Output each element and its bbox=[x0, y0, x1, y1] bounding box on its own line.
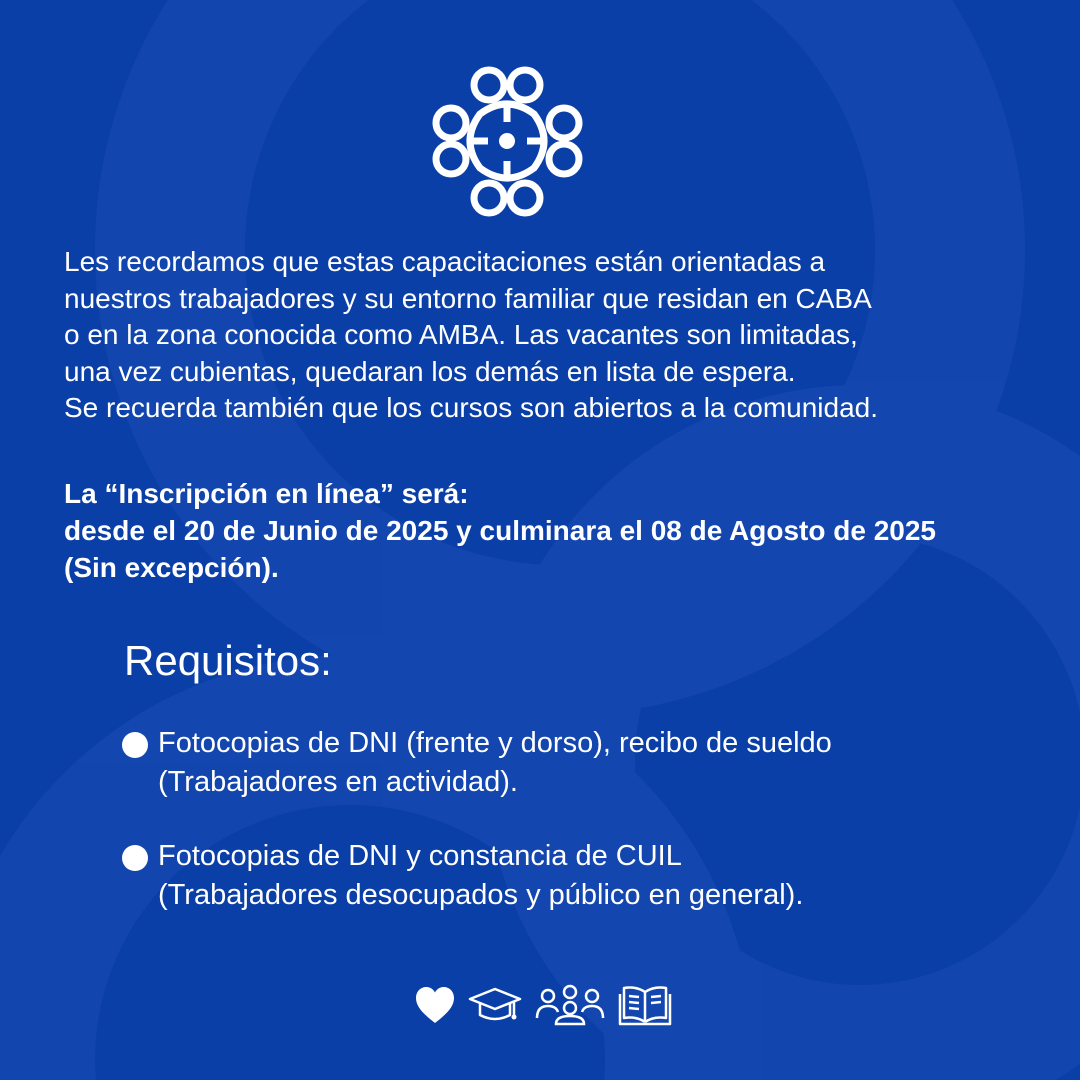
heart-icon bbox=[414, 985, 456, 1025]
requirements-title: Requisitos: bbox=[124, 637, 332, 684]
intro-line: o en la zona conocida como AMBA. Las vacantes son limitadas, bbox=[64, 319, 858, 350]
registration-line: desde el 20 de Junio de 2025 y culminara el 08 de Agosto de 2025 bbox=[64, 515, 937, 546]
requirement-text: (Trabajadores desocupados y público en general). bbox=[158, 878, 804, 911]
logo-icon bbox=[430, 64, 585, 219]
requirement-text: Fotocopias de DNI y constancia de CUIL bbox=[158, 840, 682, 872]
registration-dates bbox=[64, 475, 1034, 586]
list-item bbox=[120, 724, 1020, 801]
footer-icons bbox=[414, 980, 674, 1030]
intro-paragraph bbox=[64, 244, 1024, 427]
intro-line: nuestros trabajadores y su entorno familiar que residan en CABA bbox=[64, 282, 872, 314]
list-item bbox=[120, 837, 1020, 914]
registration-line: La “Inscripción en línea” será: bbox=[64, 478, 469, 509]
people-group-icon bbox=[534, 984, 606, 1026]
requirements-list bbox=[120, 724, 1020, 950]
bullet-icon bbox=[122, 845, 148, 871]
intro-line: Les recordamos que estas capacitaciones están orientadas a bbox=[64, 246, 826, 277]
open-book-icon bbox=[618, 984, 672, 1026]
graduation-cap-icon bbox=[468, 985, 522, 1025]
requirement-text: Fotocopias de DNI (frente y dorso), recibo de sueldo bbox=[158, 727, 832, 759]
requirement-text: (Trabajadores en actividad). bbox=[158, 765, 518, 798]
intro-line: Se recuerda también que los cursos son abiertos a la comunidad. bbox=[64, 392, 879, 423]
bullet-icon bbox=[122, 732, 148, 758]
intro-line: una vez cubientas, quedaran los demás en lista de espera. bbox=[64, 355, 796, 387]
registration-line: (Sin excepción). bbox=[64, 552, 279, 583]
